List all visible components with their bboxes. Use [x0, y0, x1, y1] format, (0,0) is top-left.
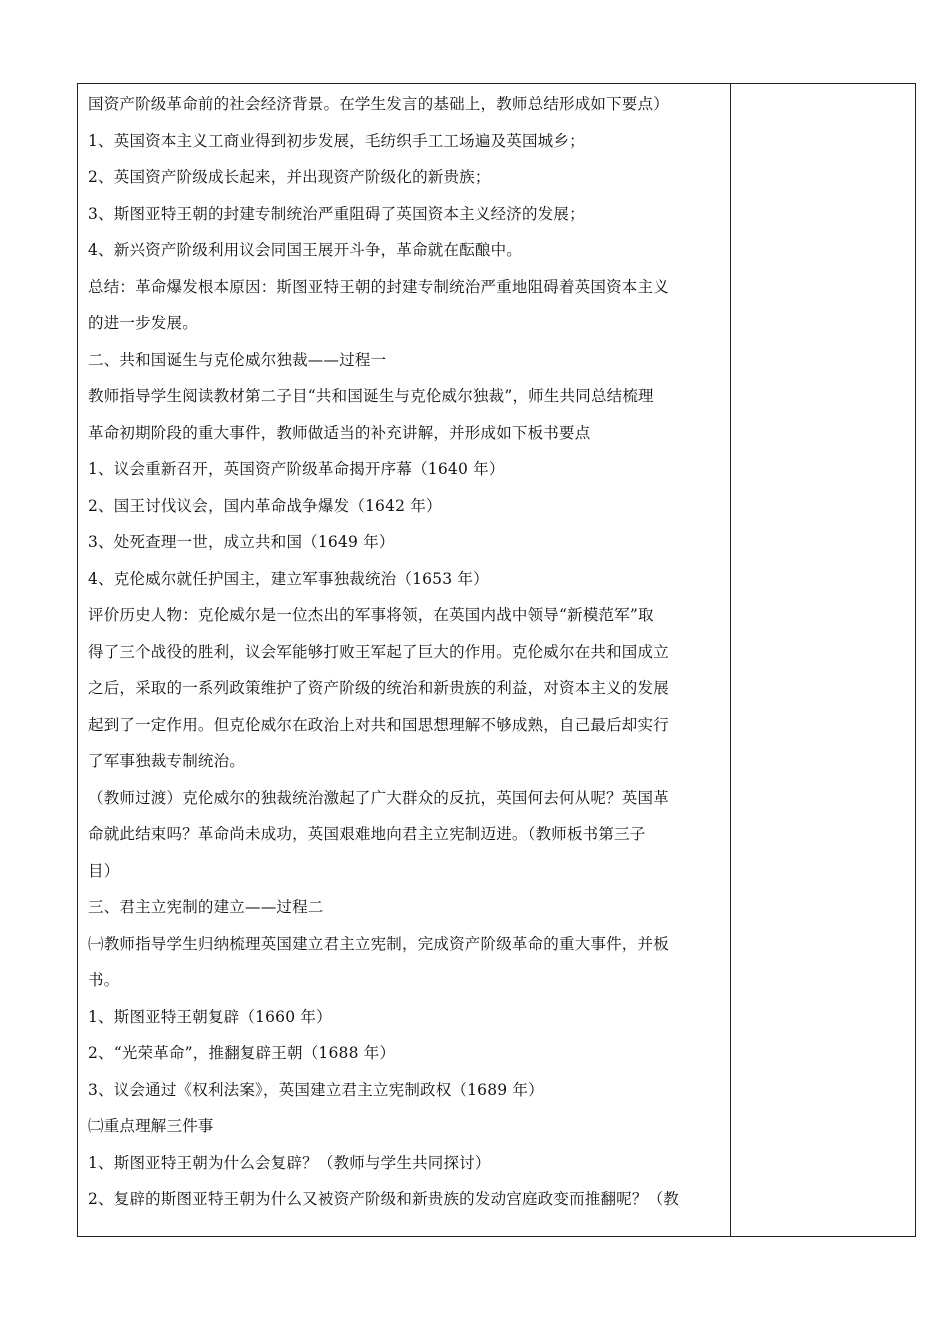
text-line: 总结：革命爆发根本原因：斯图亚特王朝的封建专制统治严重地阻碍着英国资本主义: [88, 277, 669, 296]
text-line: 3、议会通过《权利法案》，英国建立君主立宪制政权（1689 年）: [88, 1080, 544, 1099]
text-line: 之后，采取的一系列政策维护了资产阶级的统治和新贵族的利益，对资本主义的发展: [88, 679, 669, 697]
text-line: 革命初期阶段的重大事件，教师做适当的补充讲解，并形成如下板书要点: [88, 423, 591, 442]
text-line: 1、斯图亚特王朝为什么会复辟？（教师与学生共同探讨）: [88, 1153, 491, 1172]
text-line: 2、“光荣革命”，推翻复辟王朝（1688 年）: [88, 1044, 396, 1062]
section-heading: 二、共和国诞生与克伦威尔独裁——过程一: [88, 350, 387, 369]
notes-cell: [731, 84, 915, 1236]
text-line: 起到了一定作用。但克伦威尔在政治上对共和国思想理解不够成熟，自己最后却实行: [88, 715, 669, 734]
text-line: 国资产阶级革命前的社会经济背景。在学生发言的基础上，教师总结形成如下要点）: [88, 95, 669, 113]
text-line: ㈠教师指导学生归纳梳理英国建立君主立宪制，完成资产阶级革命的重大事件，并板: [88, 934, 669, 953]
text-line: ㈡重点理解三件事: [88, 1117, 214, 1135]
text-line: 了军事独裁专制统治。: [88, 752, 246, 770]
text-line: 1、英国资本主义工商业得到初步发展，毛纺织手工工场遍及英国城乡；: [88, 131, 585, 150]
text-line: 3、斯图亚特王朝的封建专制统治严重阻碍了英国资本主义经济的发展；: [88, 204, 585, 223]
text-line: 得了三个战役的胜利，议会军能够打败王军起了巨大的作用。克伦威尔在共和国成立: [88, 642, 669, 661]
text-line: 目）: [88, 861, 120, 880]
lesson-content-cell: [88, 86, 722, 1218]
text-line: 教师指导学生阅读教材第二子目“共和国诞生与克伦威尔独裁”，师生共同总结梳理: [88, 387, 654, 405]
text-line: 4、新兴资产阶级利用议会同国王展开斗争，革命就在酝酿中。: [88, 241, 522, 259]
text-line: （教师过渡）克伦威尔的独裁统治激起了广大群众的反抗，英国何去何从呢？英国革: [88, 788, 669, 807]
text-line: 2、英国资产阶级成长起来，并出现资产阶级化的新贵族；: [88, 168, 491, 186]
text-line: 1、斯图亚特王朝复辟（1660 年）: [88, 1007, 332, 1026]
text-line: 的进一步发展。: [88, 314, 198, 332]
section-heading: 三、君主立宪制的建立——过程二: [88, 898, 324, 916]
text-line: 2、复辟的斯图亚特王朝为什么又被资产阶级和新贵族的发动宫庭政变而推翻呢？（教: [88, 1190, 679, 1208]
lesson-table: [77, 83, 916, 1237]
text-line: 4、克伦威尔就任护国主，建立军事独裁统治（1653 年）: [88, 569, 489, 588]
text-line: 1、议会重新召开，英国资产阶级革命揭开序幕（1640 年）: [88, 460, 505, 478]
text-line: 命就此结束吗？革命尚未成功，英国艰难地向君主立宪制迈进。（教师板书第三子: [88, 825, 646, 843]
text-line: 3、处死查理一世，成立共和国（1649 年）: [88, 533, 395, 551]
text-line: 评价历史人物：克伦威尔是一位杰出的军事将领，在英国内战中领导“新模范军”取: [88, 606, 654, 624]
text-line: 2、国王讨伐议会，国内革命战争爆发（1642 年）: [88, 496, 442, 515]
text-line: 书。: [88, 971, 120, 989]
